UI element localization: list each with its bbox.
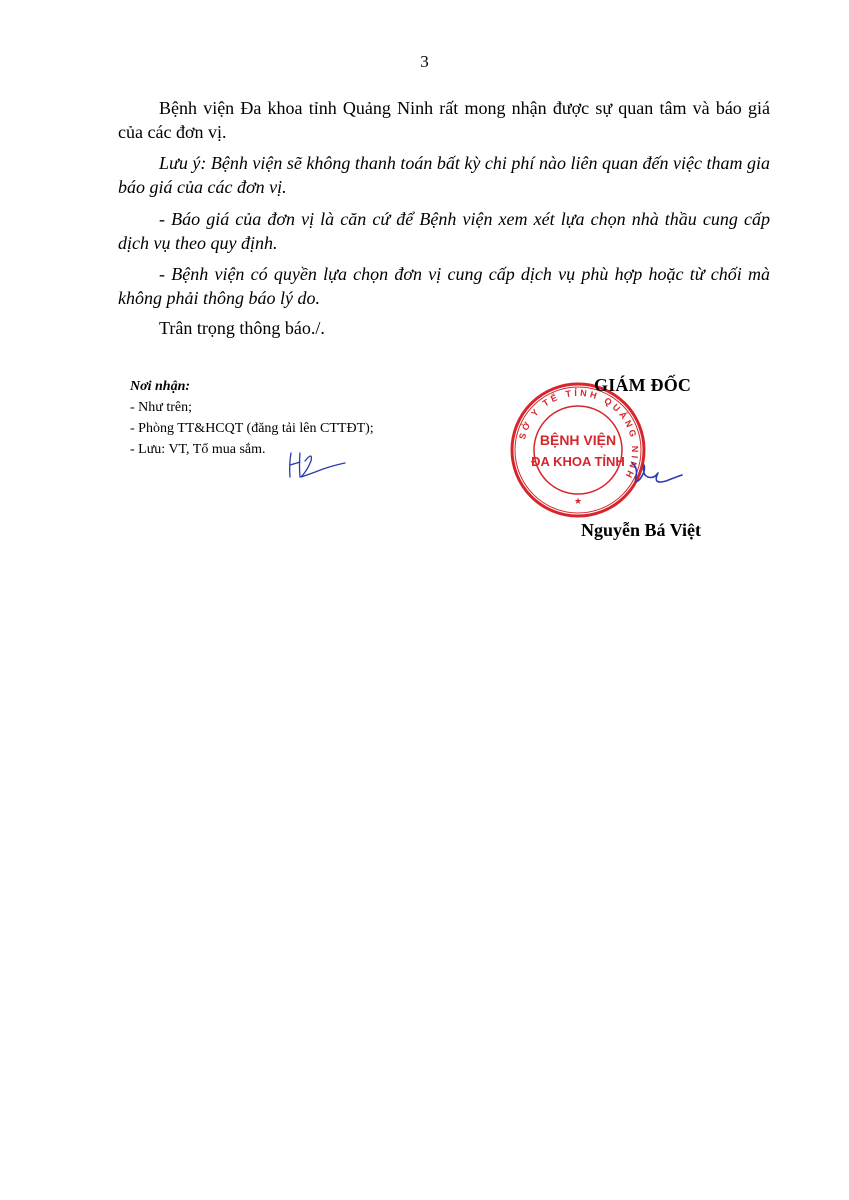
intro-paragraph: Bệnh viện Đa khoa tỉnh Quảng Ninh rất mong nhận được sự quan tâm và báo giá của các đơn vị. xyxy=(118,98,770,142)
stamp-star-icon: ★ xyxy=(573,497,583,507)
recipient-item: - Phòng TT&HCQT (đăng tải lên CTTĐT); xyxy=(130,421,374,436)
recipient-item: - Lưu: VT, Tổ mua sắm. xyxy=(130,442,266,457)
note-item-1: - Báo giá của đơn vị là căn cứ để Bệnh viện xem xét lựa chọn nhà thầu cung cấp dịch vụ theo quy định. xyxy=(118,209,770,253)
director-signature xyxy=(628,455,684,491)
stamp-ring-text: SỞ Y TẾ TỈNH QUẢNG NINH xyxy=(517,387,641,483)
page-number: 3 xyxy=(420,52,429,71)
recipient-item: - Như trên; xyxy=(130,400,193,415)
note-item-2: - Bệnh viện có quyền lựa chọn đơn vị cung cấp dịch vụ phù hợp hoặc từ chối mà không phải thông báo lý do. xyxy=(118,264,770,308)
signer-title: GIÁM ĐỐC xyxy=(594,375,692,395)
hospital-stamp xyxy=(508,380,648,520)
note-paragraph: Lưu ý: Bệnh viện sẽ không thanh toán bất kỳ chi phí nào liên quan đến việc tham gia báo giá của các đơn vị. xyxy=(118,153,770,197)
stamp-line-1: BỆNH VIỆN xyxy=(539,432,617,448)
initials-signature xyxy=(283,447,347,481)
stamp-line-2: ĐA KHOA TỈNH xyxy=(531,454,625,469)
signer-name: Nguyễn Bá Việt xyxy=(581,520,702,540)
recipients-title: Nơi nhận: xyxy=(130,379,191,394)
closing-paragraph: Trân trọng thông báo./. xyxy=(159,318,325,338)
